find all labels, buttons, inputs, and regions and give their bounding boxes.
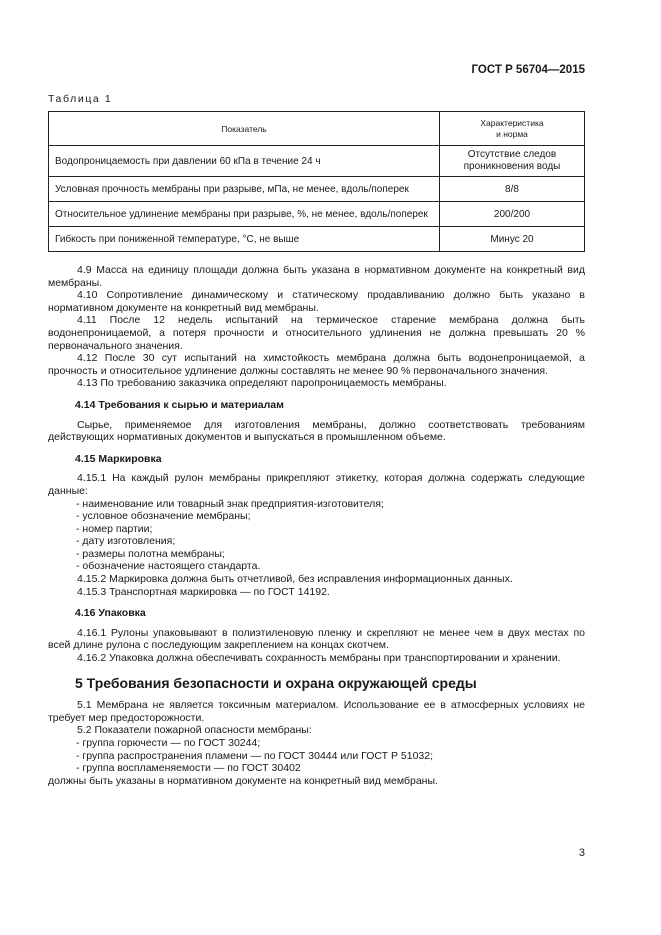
clause-4-14: Сырье, применяемое для изготовления мембраны, должно соответствовать требованиям действующих нормативных документов и выпускаться в промышленном объеме. — [48, 418, 585, 444]
table-cell-value — [440, 146, 585, 177]
clause-4-15-2: 4.15.2 Маркировка должна быть отчетливой, без исправления информационных данных. — [77, 573, 513, 586]
list-item: - группа горючести — по ГОСТ 30244; — [76, 737, 261, 749]
clause-5-2: 5.2 Показатели пожарной опасности мембраны: — [77, 724, 312, 737]
clause-4-15-3: 4.15.3 Транспортная маркировка — по ГОСТ 14192. — [77, 585, 330, 598]
document-body — [48, 264, 585, 787]
list-item: - номер партии; — [76, 522, 153, 535]
list-item: - обозначение настоящего стандарта. — [76, 560, 261, 573]
list-item: - условное обозначение мембраны; — [76, 510, 251, 523]
clause-5-1: 5.1 Мембрана не является токсичным материалом. Использование ее в атмосферных условиях не требует мер предосторожности. — [48, 699, 585, 724]
spec-table — [48, 111, 585, 252]
heading-4-14: 4.14 Требования к сырью и материалам — [75, 398, 284, 411]
table-row — [49, 177, 585, 202]
clause-4-11: 4.11 После 12 недель испытаний на термическое старение мембрана должна быть водонепроницаемой, а потеря прочности и относительного удлинения не должна превышать 20 % первоначального значения. — [48, 314, 585, 352]
fire-hazard-list — [48, 737, 585, 775]
page-number: 3 — [578, 847, 585, 859]
heading-4-16: 4.16 Упаковка — [75, 607, 146, 620]
list-item: - размеры полотна мембраны; — [76, 547, 225, 560]
clause-4-9: 4.9 Масса на единицу площади должна быть указана в нормативном документе на конкретный вид мембраны. — [48, 264, 585, 289]
list-item: - группа воспламеняемости — по ГОСТ 30402 — [76, 762, 301, 775]
list-item: - дату изготовления; — [76, 535, 176, 548]
table-cell-param: Относительное удлинение мембраны при разрыве, %, не менее, вдоль/поперек — [49, 202, 440, 227]
table-cell-value: Минус 20 — [440, 227, 585, 252]
table-row — [49, 227, 585, 252]
header-param: Показатель — [49, 112, 440, 146]
clause-4-10: 4.10 Сопротивление динамическому и статическому продавливанию должно быть указано в нормативном документе на конкретный вид мембраны. — [48, 289, 585, 314]
clause-4-12: 4.12 После 30 сут испытаний на химстойкость мембрана должна быть водонепроницаемой, а прочность и относительное удлинение должны составлять не менее 90 % первоначального значения. — [48, 352, 585, 377]
table-header-row — [49, 112, 585, 146]
header-value-text: Характеристика и норма — [480, 117, 544, 139]
table-cell-value: 200/200 — [440, 202, 585, 227]
table-cell-param: Водопроницаемость при давлении 60 кПа в течение 24 ч — [49, 146, 440, 177]
table-cell-param: Гибкость при пониженной температуре, °C, не выше — [49, 227, 440, 252]
marking-list — [48, 498, 585, 574]
clause-4-16-1: 4.16.1 Рулоны упаковывают в полиэтиленовую пленку и скрепляют не менее чем в двух местах по всей длине рулона с последующим закреплением на концах скотчем. — [48, 626, 585, 652]
clause-4-16-2: 4.16.2 Упаковка должна обеспечивать сохранность мембраны при транспортировании и хранении. — [77, 652, 561, 665]
section-5-title: 5 Требования безопасности и охрана окружающей среды — [75, 674, 477, 691]
clause-4-15-1: 4.15.1 На каждый рулон мембраны прикрепляют этикетку, которая должна содержать следующие данные: — [48, 472, 585, 497]
header-value — [440, 112, 585, 146]
table-caption: Таблица 1 — [48, 93, 113, 105]
heading-4-15: 4.15 Маркировка — [75, 452, 162, 465]
table-cell-value-text: Отсутствие следов проникновения воды — [463, 149, 561, 172]
document-header: ГОСТ Р 56704—2015 — [471, 64, 585, 76]
table-cell-param: Условная прочность мембраны при разрыве, мПа, не менее, вдоль/поперек — [49, 177, 440, 202]
list-item: - группа распространения пламени — по ГОСТ 30444 или ГОСТ Р 51032; — [76, 749, 434, 762]
table-row — [49, 202, 585, 227]
clause-4-13: 4.13 По требованию заказчика определяют паропроницаемость мембраны. — [77, 377, 447, 390]
clause-5-2-end: должны быть указаны в нормативном документе на конкретный вид мембраны. — [48, 774, 438, 787]
table-row — [49, 146, 585, 177]
table-cell-value: 8/8 — [440, 177, 585, 202]
list-item: - наименование или товарный знак предприятия-изготовителя; — [76, 497, 384, 510]
